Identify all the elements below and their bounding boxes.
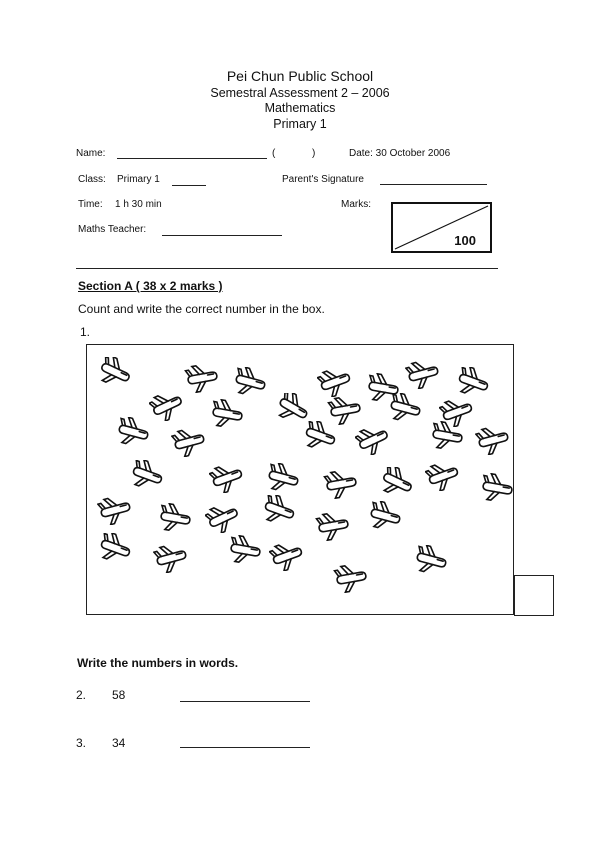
aeroplane-icon	[149, 391, 185, 421]
aeroplane-icon	[275, 393, 311, 423]
aeroplane-icon	[367, 501, 403, 531]
aeroplane-icon	[475, 425, 511, 455]
question-3-number: 3.	[76, 736, 87, 750]
aeroplane-icon	[129, 460, 165, 490]
teacher-field[interactable]	[162, 235, 282, 236]
aeroplane-icon	[209, 399, 245, 429]
aeroplane-icon	[323, 469, 359, 499]
aeroplane-icon	[205, 503, 241, 533]
aeroplane-icon	[317, 367, 353, 397]
class-field[interactable]	[172, 185, 206, 186]
aeroplane-icon	[184, 363, 220, 393]
name-label: Name:	[76, 148, 106, 159]
question-2-value: 58	[112, 688, 126, 702]
aeroplane-icon	[115, 417, 151, 447]
time-label: Time:	[78, 199, 103, 210]
question-1-number: 1.	[80, 325, 91, 339]
words-section-title: Write the numbers in words.	[77, 656, 239, 670]
aeroplane-icon	[261, 495, 297, 525]
index-paren-close: )	[312, 148, 316, 159]
answer-box[interactable]	[514, 575, 554, 616]
name-field[interactable]	[117, 158, 267, 159]
aeroplane-icon	[265, 463, 301, 493]
aeroplane-icon	[379, 467, 415, 497]
level-title: Primary 1	[273, 117, 327, 131]
question-3-answer-line[interactable]	[180, 747, 310, 748]
aeroplane-icon	[171, 427, 207, 457]
aeroplane-icon	[209, 463, 245, 493]
aeroplane-icon	[269, 541, 305, 571]
marks-total: 100	[454, 233, 476, 248]
aeroplane-icon	[97, 495, 133, 525]
aeroplane-icon	[157, 503, 193, 533]
aeroplane-icon	[232, 367, 268, 397]
class-value: Primary 1	[117, 174, 160, 185]
marks-box	[391, 202, 492, 253]
time-value: 1 h 30 min	[115, 199, 162, 210]
aeroplane-icon	[405, 359, 441, 389]
date-label: Date: 30 October 2006	[349, 148, 451, 159]
header-divider	[76, 268, 498, 269]
aeroplane-icon	[355, 425, 391, 455]
question-2-answer-line[interactable]	[180, 701, 310, 702]
aeroplane-icon	[153, 543, 189, 573]
aeroplane-icon	[302, 421, 338, 451]
aeroplane-icon	[315, 511, 351, 541]
aeroplane-icon	[425, 461, 461, 491]
subject-title: Mathematics	[264, 101, 336, 115]
aeroplane-icon	[387, 393, 423, 423]
question-2-number: 2.	[76, 688, 87, 702]
aeroplane-icon	[227, 535, 263, 565]
parent-signature-field[interactable]	[380, 184, 487, 185]
assessment-title: Semestral Assessment 2 – 2006	[210, 86, 390, 100]
aeroplane-icon	[413, 545, 449, 575]
aeroplane-icon	[97, 533, 133, 563]
aeroplane-picture-box	[86, 344, 514, 615]
aeroplane-icon	[479, 473, 515, 503]
aeroplane-icon	[429, 421, 465, 451]
section-a-title: Section A ( 38 x 2 marks )	[78, 279, 223, 293]
aeroplane-icon	[455, 367, 491, 397]
aeroplane-icon	[97, 357, 133, 387]
aeroplane-icon	[333, 563, 369, 593]
marks-label: Marks:	[341, 199, 371, 210]
parent-signature-label: Parent's Signature	[282, 174, 364, 185]
school-name: Pei Chun Public School	[226, 68, 374, 84]
section-a-instruction: Count and write the correct number in the box.	[78, 302, 325, 316]
index-paren-open: (	[272, 148, 276, 159]
teacher-label: Maths Teacher:	[78, 224, 147, 235]
question-3-value: 34	[112, 736, 126, 750]
class-label: Class:	[78, 174, 106, 185]
